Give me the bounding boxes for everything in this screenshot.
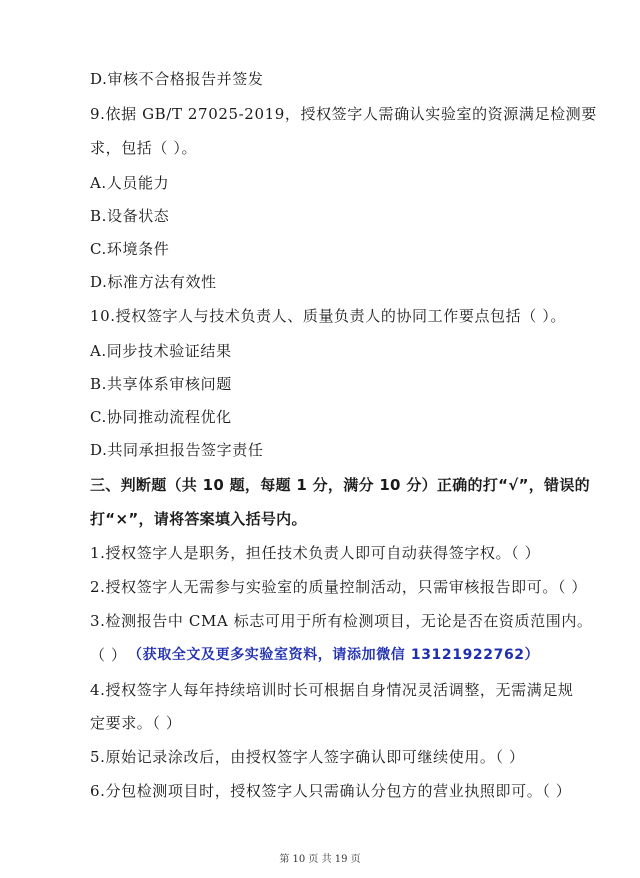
option-9d: D.标准方法有效性 — [90, 273, 217, 291]
option-10d: D.共同承担报告签字责任 — [90, 441, 264, 459]
promo-note: （获取全文及更多实验室资料，请添加微信 13121922762） — [128, 647, 540, 663]
judgment-3-line-2: （ ） — [90, 646, 127, 664]
judgment-1: 1.授权签字人是职务，担任技术负责人即可自动获得签字权。（ ） — [90, 544, 541, 562]
judgment-4-line-2: 定要求。（ ） — [90, 714, 182, 732]
option-10a: A.同步技术验证结果 — [90, 342, 232, 360]
judgment-5: 5.原始记录涂改后，由授权签字人签字确认即可继续使用。（ ） — [90, 748, 525, 766]
section-3-heading-line-2: 打“×”，请将答案填入括号内。 — [90, 510, 307, 528]
judgment-3-line-1: 3.检测报告中 CMA 标志可用于所有检测项目，无论是否在资质范围内。 — [90, 612, 593, 630]
question-10: 10.授权签字人与技术负责人、质量负责人的协同工作要点包括（ ）。 — [90, 307, 566, 325]
option-9a: A.人员能力 — [90, 174, 170, 192]
option-10c: C.协同推动流程优化 — [90, 408, 232, 426]
option-10b: B.共享体系审核问题 — [90, 375, 232, 393]
question-9-line-2: 求，包括（ ）。 — [90, 139, 198, 157]
section-3-heading-line-1: 三、判断题（共 10 题，每题 1 分，满分 10 分）正确的打“√”，错误的 — [90, 476, 590, 494]
option-9b: B.设备状态 — [90, 207, 170, 225]
judgment-6: 6.分包检测项目时，授权签字人只需确认分包方的营业执照即可。（ ） — [90, 782, 572, 800]
question-9-line-1: 9.依据 GB/T 27025-2019，授权签字人需确认实验室的资源满足检测要 — [90, 105, 597, 123]
option-9c: C.环境条件 — [90, 240, 170, 258]
page-footer: 第 10 页 共 19 页 — [279, 854, 361, 865]
option-8d: D.审核不合格报告并签发 — [90, 70, 264, 88]
judgment-4-line-1: 4.授权签字人每年持续培训时长可根据自身情况灵活调整，无需满足规 — [90, 681, 574, 699]
judgment-2: 2.授权签字人无需参与实验室的质量控制活动，只需审核报告即可。（ ） — [90, 578, 587, 596]
